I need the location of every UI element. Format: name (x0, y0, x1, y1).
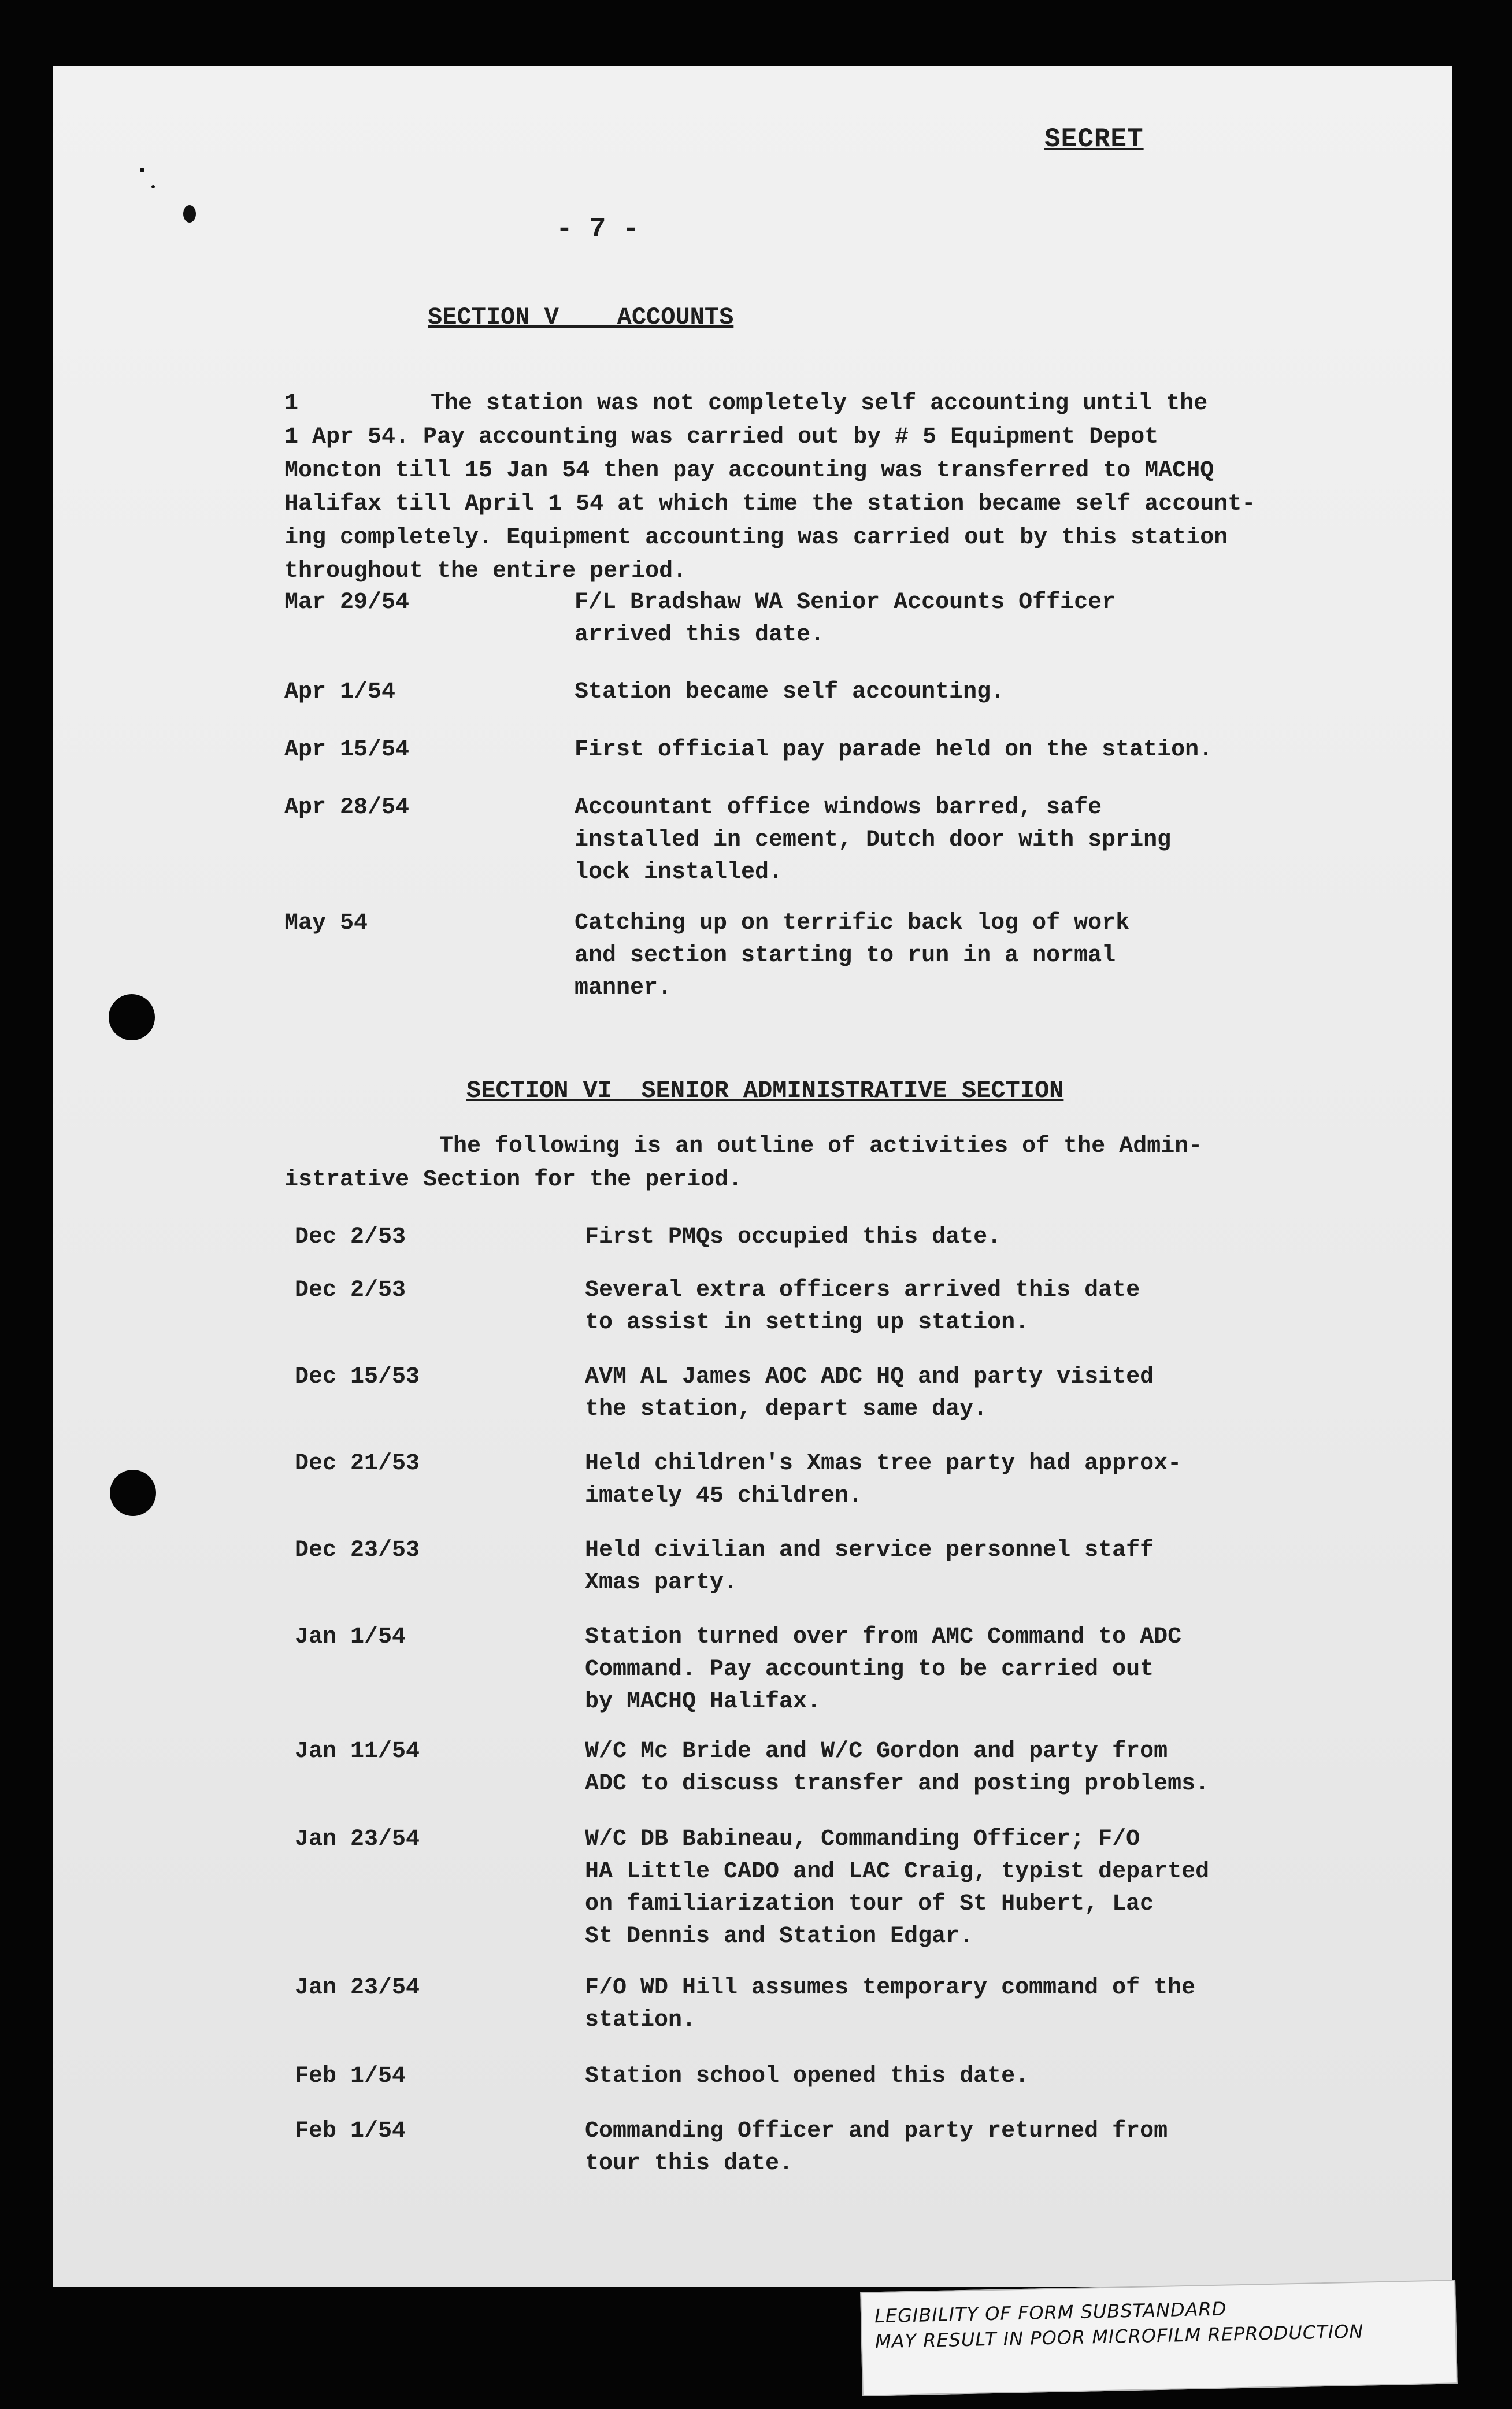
paragraph-number: 1 (284, 391, 299, 417)
entry-line: F/O WD Hill assumes temporary command of the (585, 1975, 1196, 2001)
entry-date: Apr 1/54 (284, 679, 396, 705)
entry-date: Jan 1/54 (295, 1624, 406, 1650)
intro-line: The following is an outline of activities of the Admin- (439, 1133, 1203, 1159)
entry-line: HA Little CADO and LAC Craig, typist departed (585, 1859, 1210, 1885)
scan-speck (183, 205, 196, 223)
entry-date: Jan 23/54 (295, 1826, 420, 1852)
entry-line: imately 45 children. (585, 1483, 863, 1509)
entry-line: to assist in setting up station. (585, 1310, 1029, 1336)
entry-line: Station school opened this date. (585, 2063, 1029, 2089)
paragraph-line: Halifax till April 1 54 at which time the station became self account- (284, 491, 1256, 517)
entry-line: Accountant office windows barred, safe (575, 795, 1102, 821)
entry-line: Command. Pay accounting to be carried out (585, 1656, 1154, 1682)
entry-date: Apr 28/54 (284, 795, 410, 821)
entry-line: Commanding Officer and party returned from (585, 2118, 1168, 2144)
section-vi-heading: SECTION VI SENIOR ADMINISTRATIVE SECTION (466, 1077, 1064, 1105)
microfilm-notice-stamp (860, 2280, 1458, 2396)
entry-date: Feb 1/54 (295, 2063, 406, 2089)
entry-date: Apr 15/54 (284, 737, 410, 763)
entry-date: Feb 1/54 (295, 2118, 406, 2144)
entry-date: Mar 29/54 (284, 590, 410, 616)
document-page (53, 66, 1452, 2287)
stamp-line: LEGIBILITY OF FORM SUBSTANDARD (874, 2297, 1227, 2328)
punch-hole (110, 1470, 156, 1516)
intro-line: istrative Section for the period. (284, 1167, 743, 1193)
entry-line: Held civilian and service personnel staff (585, 1537, 1154, 1563)
entry-line: First PMQs occupied this date. (585, 1224, 1002, 1250)
entry-line: arrived this date. (575, 622, 825, 648)
entry-line: Held children's Xmas tree party had approx- (585, 1451, 1182, 1477)
entry-line: lock installed. (575, 859, 783, 885)
entry-line: and section starting to run in a normal (575, 943, 1116, 969)
entry-line: St Dennis and Station Edgar. (585, 1924, 974, 1950)
entry-line: First official pay parade held on the station. (575, 737, 1213, 763)
entry-date: Jan 23/54 (295, 1975, 420, 2001)
paragraph-line: Moncton till 15 Jan 54 then pay accounting was transferred to MACHQ (284, 458, 1214, 484)
entry-line: the station, depart same day. (585, 1396, 988, 1422)
entry-line: Catching up on terrific back log of work (575, 910, 1130, 936)
entry-line: on familiarization tour of St Hubert, Lac (585, 1891, 1154, 1917)
entry-line: by MACHQ Halifax. (585, 1689, 821, 1715)
scan-speck (140, 168, 144, 172)
entry-date: Dec 2/53 (295, 1277, 406, 1303)
entry-date: Dec 2/53 (295, 1224, 406, 1250)
paragraph-line: 1 Apr 54. Pay accounting was carried out by # 5 Equipment Depot (284, 424, 1159, 450)
scan-speck (151, 185, 155, 188)
entry-line: station. (585, 2007, 696, 2033)
entry-line: F/L Bradshaw WA Senior Accounts Officer (575, 590, 1116, 616)
punch-hole (109, 994, 155, 1040)
entry-line: Xmas party. (585, 1570, 738, 1596)
paragraph-line: throughout the entire period. (284, 558, 687, 584)
paragraph-line: The station was not completely self accounting until the (431, 391, 1208, 417)
entry-line: W/C Mc Bride and W/C Gordon and party from (585, 1739, 1168, 1765)
entry-line: ADC to discuss transfer and posting problems. (585, 1771, 1210, 1797)
classification-mark: SECRET (1044, 124, 1144, 154)
entry-line: Several extra officers arrived this date (585, 1277, 1140, 1303)
entry-date: Jan 11/54 (295, 1739, 420, 1765)
stamp-line: MAY RESULT IN POOR MICROFILM REPRODUCTION (874, 2320, 1364, 2353)
entry-line: AVM AL James AOC ADC HQ and party visited (585, 1364, 1154, 1390)
section-v-heading: SECTION V ACCOUNTS (428, 303, 734, 331)
entry-line: manner. (575, 975, 672, 1001)
page-number: - 7 - (556, 214, 640, 245)
entry-date: Dec 23/53 (295, 1537, 420, 1563)
entry-date: May 54 (284, 910, 368, 936)
entry-line: Station turned over from AMC Command to ADC (585, 1624, 1182, 1650)
entry-date: Dec 21/53 (295, 1451, 420, 1477)
entry-line: installed in cement, Dutch door with spring (575, 827, 1172, 853)
paragraph-line: ing completely. Equipment accounting was carried out by this station (284, 525, 1228, 551)
entry-line: Station became self accounting. (575, 679, 1005, 705)
entry-line: tour this date. (585, 2151, 794, 2177)
entry-date: Dec 15/53 (295, 1364, 420, 1390)
entry-line: W/C DB Babineau, Commanding Officer; F/O (585, 1826, 1140, 1852)
